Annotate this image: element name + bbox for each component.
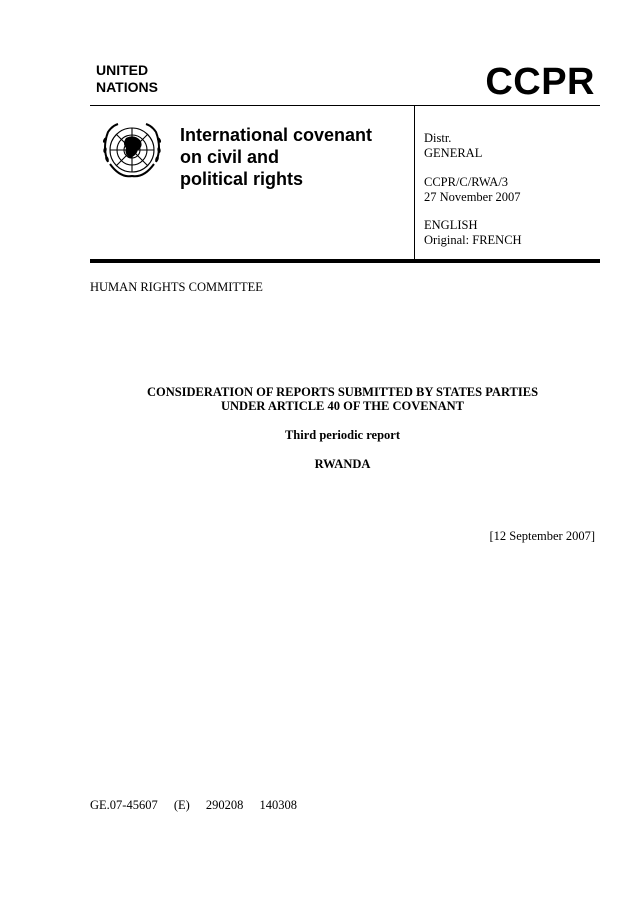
vertical-divider [414, 106, 415, 260]
distribution-block [424, 131, 482, 161]
language-block [424, 218, 522, 248]
org-line-2: NATIONS [96, 79, 158, 95]
covenant-line-1: International covenant [180, 125, 373, 145]
footer-date-1: 290208 [205, 798, 244, 812]
footer-date-2: 140308 [259, 798, 298, 812]
covenant-line-3: political rights [180, 169, 304, 189]
distr-value: GENERAL [424, 146, 483, 160]
series-code: CCPR [485, 61, 595, 103]
covenant-title [180, 124, 372, 190]
organization-name [96, 62, 158, 96]
footer-doc-number: GE.07-45607 [90, 798, 158, 812]
un-emblem-icon [96, 118, 168, 186]
footer-reference [90, 798, 309, 813]
distr-label: Distr. [424, 131, 452, 145]
document-symbol: CCPR/C/RWA/3 [424, 175, 509, 189]
document-language: ENGLISH [424, 218, 478, 232]
committee-name: HUMAN RIGHTS COMMITTEE [90, 280, 263, 294]
top-divider [90, 105, 600, 106]
heading-line-2: UNDER ARTICLE 40 OF THE COVENANT [221, 399, 464, 413]
country-name: RWANDA [314, 457, 371, 471]
heading-line-1: CONSIDERATION OF REPORTS SUBMITTED BY STATES PARTIES [146, 385, 539, 399]
footer-lang-code: (E) [173, 798, 190, 812]
report-subtitle: Third periodic report [284, 428, 401, 442]
report-date: [12 September 2007] [489, 529, 595, 543]
org-line-1: UNITED [96, 62, 149, 78]
original-language: Original: FRENCH [424, 233, 522, 247]
document-date: 27 November 2007 [424, 190, 521, 204]
header-bottom-rule [90, 259, 600, 263]
report-heading [90, 385, 595, 413]
document-symbol-block [424, 175, 521, 205]
covenant-line-2: on civil and [180, 147, 280, 167]
